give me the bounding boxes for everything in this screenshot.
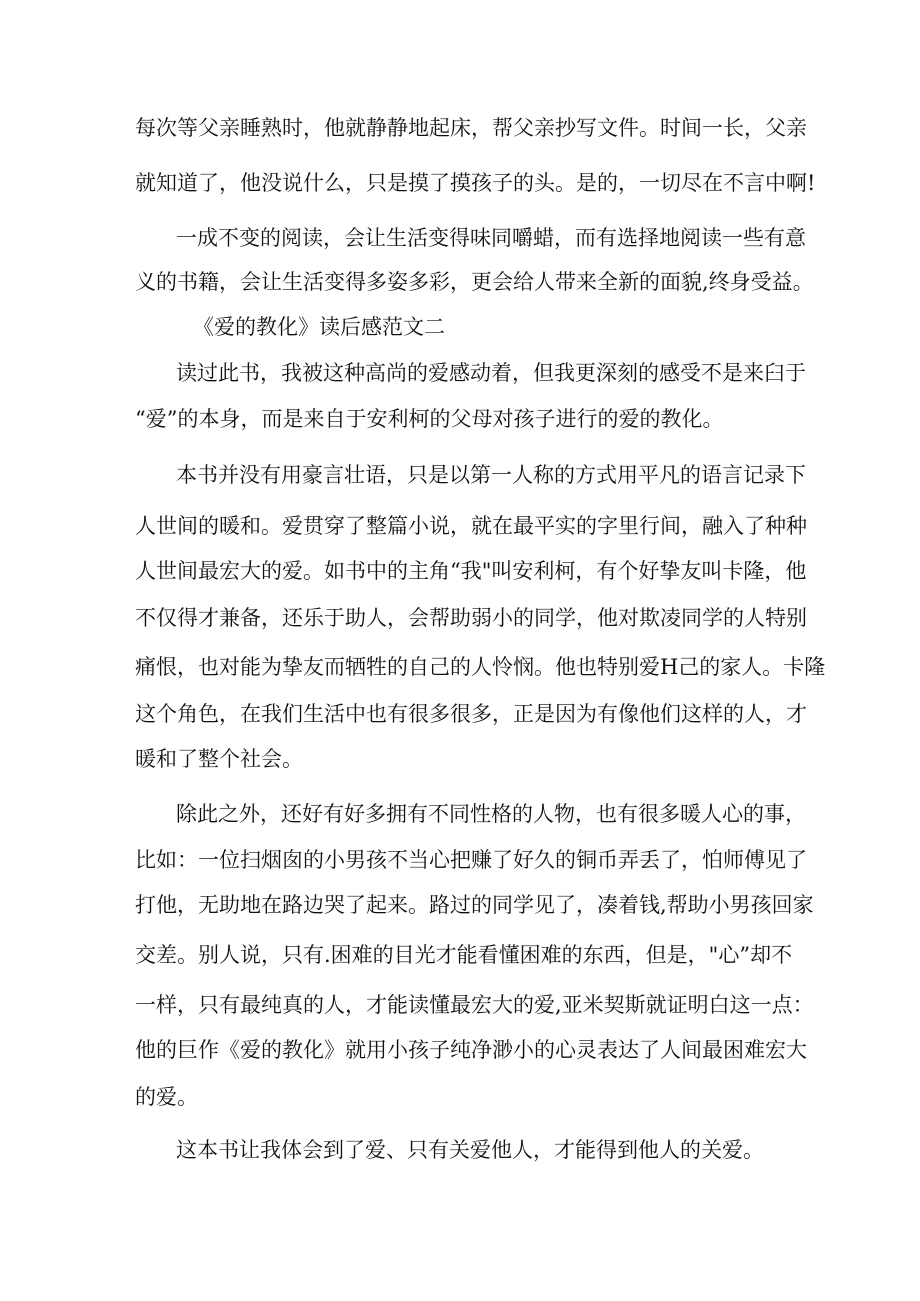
paragraph-4-line-4: 不仅得才兼备，还乐于助人，会帮助弱小的同学，他对欺凌同学的人特别: [135, 606, 807, 630]
section-title: 《爱的教化》读后感范文二: [193, 315, 445, 339]
paragraph-4-line-3: 人世间最宏大的爱。如书中的主角“我"叫安利柯，有个好挚友叫卡隆，他: [135, 559, 807, 583]
paragraph-5-line-5: 一样，只有最纯真的人，才能读懂最宏大的爱,亚米契斯就证明白这一点：: [135, 993, 814, 1017]
paragraph-5-line-1: 除此之外，还好有好多拥有不同性格的人物，也有很多暖人心的事，: [176, 802, 806, 826]
paragraph-5-line-3: 打他，无助地在路边哭了起来。路过的同学见了，凑着钱,帮助小男孩回家: [135, 893, 814, 917]
paragraph-3-line-1: 读过此书，我被这种高尚的爱感动着，但我更深刻的感受不是来臼于: [176, 361, 806, 385]
paragraph-4-line-6: 这个角色，在我们生活中也有很多很多，正是因为有像他们这样的人，才: [135, 702, 807, 726]
paragraph-6-line-1: 这本书让我体会到了爱、只有关爱他人，才能得到他人的关爱。: [176, 1138, 764, 1162]
paragraph-3-line-2: “爱”的本身，而是来自于安利柯的父母对孩子进行的爱的教化。: [135, 407, 724, 431]
paragraph-2-line-1: 一成不变的阅读，会让生活变得味同嚼蜡，而有选择地阅读一些有意: [176, 226, 806, 250]
paragraph-5-line-7: 的爱。: [135, 1085, 198, 1109]
paragraph-4-line-1: 本书并没有用豪言壮语，只是以第一人称的方式用平凡的语言记录下: [176, 463, 806, 487]
paragraph-4-line-2: 人世间的暖和。爱贯穿了整篇小说，就在最平实的字里行间，融入了种种: [135, 514, 807, 538]
paragraph-5-line-4: 交差。别人说，只有.困难的目光才能看懂困难的东西，但是，"心”却不: [135, 943, 793, 967]
paragraph-1-line-2: 就知道了，他没说什么，只是摸了摸孩子的头。是的，一切尽在不言中啊!: [135, 171, 816, 195]
paragraph-4-line-7: 暖和了整个社会。: [135, 747, 303, 771]
paragraph-4-line-5: 痛恨，也对能为挚友而牺牲的自己的人怜悯。他也特别爱H己的家人。卡隆: [135, 655, 826, 679]
paragraph-2-line-2: 义的书籍，会让生活变得多姿多彩，更会给人带来全新的面貌,终身受益。: [135, 270, 814, 294]
paragraph-5-line-2: 比如：一位扫烟囱的小男孩不当心把赚了好久的铜币弄丢了，怕师傅见了: [135, 848, 807, 872]
paragraph-5-line-6: 他的巨作《爱的教化》就用小孩子纯净渺小的心灵表达了人间最困难宏大: [135, 1038, 807, 1062]
paragraph-1-line-1: 每次等父亲睡熟时，他就静静地起床，帮父亲抄写文件。时间一长，父亲: [135, 116, 807, 140]
